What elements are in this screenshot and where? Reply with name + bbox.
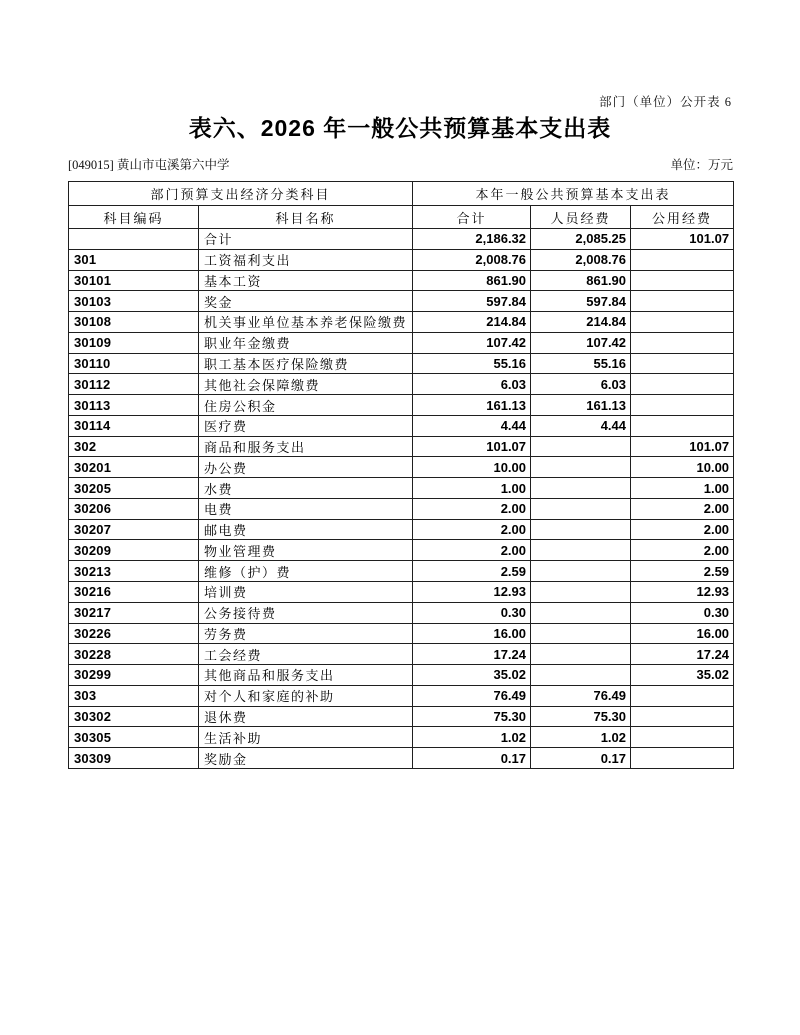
table-row xyxy=(69,395,734,416)
table-row xyxy=(69,332,734,353)
subject-name-cell: 商品和服务支出 xyxy=(199,436,413,457)
table-row xyxy=(69,685,734,706)
subject-code-cell: 30226 xyxy=(69,623,199,644)
public-value-cell: 16.00 xyxy=(631,623,734,644)
subject-name-cell: 培训费 xyxy=(199,582,413,603)
table-header xyxy=(69,182,734,229)
total-value-cell: 4.44 xyxy=(413,415,531,436)
subject-name-cell: 其他社会保障缴费 xyxy=(199,374,413,395)
personnel-value-cell xyxy=(531,519,631,540)
subject-name-cell: 工资福利支出 xyxy=(199,249,413,270)
public-value-cell xyxy=(631,415,734,436)
table-row xyxy=(69,312,734,333)
subject-name-cell: 合计 xyxy=(199,229,413,250)
subject-code-cell: 30114 xyxy=(69,415,199,436)
corner-table-label: 部门（单位）公开表 6 xyxy=(599,95,732,109)
table-row xyxy=(69,457,734,478)
personnel-value-cell xyxy=(531,602,631,623)
subject-name-cell: 物业管理费 xyxy=(199,540,413,561)
subject-name-cell: 职工基本医疗保险缴费 xyxy=(199,353,413,374)
personnel-value-cell: 2,085.25 xyxy=(531,229,631,250)
personnel-value-cell: 2,008.76 xyxy=(531,249,631,270)
org-code-name: [049015] 黄山市屯溪第六中学 xyxy=(68,158,230,172)
subject-code-cell: 30216 xyxy=(69,582,199,603)
personnel-value-cell: 214.84 xyxy=(531,312,631,333)
subject-name-cell: 电费 xyxy=(199,498,413,519)
public-value-cell: 35.02 xyxy=(631,665,734,686)
table-row xyxy=(69,270,734,291)
subject-name-cell: 邮电费 xyxy=(199,519,413,540)
personnel-value-cell: 161.13 xyxy=(531,395,631,416)
subject-code-cell: 30206 xyxy=(69,498,199,519)
table-row xyxy=(69,644,734,665)
total-value-cell: 75.30 xyxy=(413,706,531,727)
table-body xyxy=(69,229,734,769)
subject-code-cell: 30108 xyxy=(69,312,199,333)
public-value-cell xyxy=(631,249,734,270)
subject-code-cell: 30217 xyxy=(69,602,199,623)
table-row xyxy=(69,519,734,540)
personnel-value-cell: 75.30 xyxy=(531,706,631,727)
subject-code-cell: 30113 xyxy=(69,395,199,416)
total-value-cell: 35.02 xyxy=(413,665,531,686)
table-row xyxy=(69,582,734,603)
subject-code-cell xyxy=(69,229,199,250)
personnel-value-cell xyxy=(531,561,631,582)
table-row xyxy=(69,478,734,499)
column-header-personnel: 人员经费 xyxy=(531,206,631,229)
public-value-cell: 101.07 xyxy=(631,436,734,457)
table-row xyxy=(69,561,734,582)
subject-name-cell: 奖励金 xyxy=(199,748,413,769)
total-value-cell: 0.30 xyxy=(413,602,531,623)
total-value-cell: 101.07 xyxy=(413,436,531,457)
personnel-value-cell xyxy=(531,478,631,499)
table-row xyxy=(69,291,734,312)
table-row xyxy=(69,415,734,436)
table-row xyxy=(69,436,734,457)
subject-code-cell: 302 xyxy=(69,436,199,457)
total-value-cell: 55.16 xyxy=(413,353,531,374)
subject-code-cell: 301 xyxy=(69,249,199,270)
subject-name-cell: 职业年金缴费 xyxy=(199,332,413,353)
subject-name-cell: 生活补助 xyxy=(199,727,413,748)
header-group-classification: 部门预算支出经济分类科目 xyxy=(69,182,413,206)
subject-name-cell: 公务接待费 xyxy=(199,602,413,623)
public-value-cell: 12.93 xyxy=(631,582,734,603)
unit-label: 单位：万元 xyxy=(670,158,733,172)
total-value-cell: 12.93 xyxy=(413,582,531,603)
public-value-cell: 2.00 xyxy=(631,540,734,561)
personnel-value-cell: 76.49 xyxy=(531,685,631,706)
public-value-cell: 1.00 xyxy=(631,478,734,499)
public-value-cell: 101.07 xyxy=(631,229,734,250)
table-row xyxy=(69,623,734,644)
public-value-cell: 17.24 xyxy=(631,644,734,665)
public-value-cell xyxy=(631,685,734,706)
total-value-cell: 161.13 xyxy=(413,395,531,416)
total-value-cell: 2,008.76 xyxy=(413,249,531,270)
subject-code-cell: 30101 xyxy=(69,270,199,291)
subject-code-cell: 303 xyxy=(69,685,199,706)
total-value-cell: 2,186.32 xyxy=(413,229,531,250)
personnel-value-cell: 107.42 xyxy=(531,332,631,353)
total-value-cell: 2.00 xyxy=(413,519,531,540)
personnel-value-cell: 0.17 xyxy=(531,748,631,769)
table-row xyxy=(69,706,734,727)
subject-name-cell: 奖金 xyxy=(199,291,413,312)
subject-name-cell: 基本工资 xyxy=(199,270,413,291)
table-row xyxy=(69,540,734,561)
budget-table xyxy=(68,181,734,769)
subject-code-cell: 30201 xyxy=(69,457,199,478)
total-value-cell: 16.00 xyxy=(413,623,531,644)
column-header-total: 合计 xyxy=(413,206,531,229)
personnel-value-cell xyxy=(531,665,631,686)
table-row xyxy=(69,665,734,686)
page-title: 表六、2026 年一般公共预算基本支出表 xyxy=(188,115,612,141)
subject-name-cell: 医疗费 xyxy=(199,415,413,436)
personnel-value-cell: 1.02 xyxy=(531,727,631,748)
public-value-cell: 0.30 xyxy=(631,602,734,623)
public-value-cell xyxy=(631,395,734,416)
subject-code-cell: 30299 xyxy=(69,665,199,686)
public-value-cell xyxy=(631,312,734,333)
subject-name-cell: 维修（护）费 xyxy=(199,561,413,582)
subject-code-cell: 30207 xyxy=(69,519,199,540)
total-value-cell: 597.84 xyxy=(413,291,531,312)
subject-code-cell: 30109 xyxy=(69,332,199,353)
subject-code-cell: 30228 xyxy=(69,644,199,665)
total-value-cell: 2.00 xyxy=(413,540,531,561)
subject-code-cell: 30305 xyxy=(69,727,199,748)
public-value-cell xyxy=(631,332,734,353)
table-row xyxy=(69,727,734,748)
subject-code-cell: 30112 xyxy=(69,374,199,395)
personnel-value-cell xyxy=(531,582,631,603)
table-row xyxy=(69,602,734,623)
header-group-row xyxy=(69,182,734,206)
public-value-cell xyxy=(631,374,734,395)
public-value-cell: 2.00 xyxy=(631,498,734,519)
public-value-cell xyxy=(631,270,734,291)
subject-code-cell: 30209 xyxy=(69,540,199,561)
subject-code-cell: 30213 xyxy=(69,561,199,582)
public-value-cell: 2.59 xyxy=(631,561,734,582)
total-value-cell: 861.90 xyxy=(413,270,531,291)
personnel-value-cell xyxy=(531,436,631,457)
subject-name-cell: 机关事业单位基本养老保险缴费 xyxy=(199,312,413,333)
column-header-public: 公用经费 xyxy=(631,206,734,229)
total-value-cell: 107.42 xyxy=(413,332,531,353)
public-value-cell xyxy=(631,353,734,374)
personnel-value-cell xyxy=(531,457,631,478)
subject-code-cell: 30205 xyxy=(69,478,199,499)
column-header-name: 科目名称 xyxy=(199,206,413,229)
info-row xyxy=(68,155,733,173)
total-value-cell: 10.00 xyxy=(413,457,531,478)
public-value-cell: 10.00 xyxy=(631,457,734,478)
subject-code-cell: 30302 xyxy=(69,706,199,727)
table-row xyxy=(69,249,734,270)
subject-name-cell: 其他商品和服务支出 xyxy=(199,665,413,686)
subject-name-cell: 住房公积金 xyxy=(199,395,413,416)
total-value-cell: 1.02 xyxy=(413,727,531,748)
personnel-value-cell xyxy=(531,540,631,561)
personnel-value-cell xyxy=(531,623,631,644)
personnel-value-cell xyxy=(531,644,631,665)
public-value-cell xyxy=(631,748,734,769)
column-header-code: 科目编码 xyxy=(69,206,199,229)
public-value-cell: 2.00 xyxy=(631,519,734,540)
subject-name-cell: 办公费 xyxy=(199,457,413,478)
total-value-cell: 214.84 xyxy=(413,312,531,333)
public-value-cell xyxy=(631,706,734,727)
subject-name-cell: 劳务费 xyxy=(199,623,413,644)
total-value-cell: 17.24 xyxy=(413,644,531,665)
personnel-value-cell xyxy=(531,498,631,519)
header-group-basic-expenditure: 本年一般公共预算基本支出表 xyxy=(413,182,734,206)
total-value-cell: 6.03 xyxy=(413,374,531,395)
total-value-cell: 2.59 xyxy=(413,561,531,582)
public-value-cell xyxy=(631,291,734,312)
public-value-cell xyxy=(631,727,734,748)
header-columns-row xyxy=(69,206,734,229)
total-value-cell: 1.00 xyxy=(413,478,531,499)
subject-name-cell: 工会经费 xyxy=(199,644,413,665)
subject-name-cell: 水费 xyxy=(199,478,413,499)
subject-code-cell: 30110 xyxy=(69,353,199,374)
personnel-value-cell: 597.84 xyxy=(531,291,631,312)
total-value-cell: 2.00 xyxy=(413,498,531,519)
personnel-value-cell: 861.90 xyxy=(531,270,631,291)
total-value-cell: 0.17 xyxy=(413,748,531,769)
subject-code-cell: 30103 xyxy=(69,291,199,312)
table-row xyxy=(69,374,734,395)
subject-name-cell: 退休费 xyxy=(199,706,413,727)
table-row xyxy=(69,748,734,769)
table-row xyxy=(69,353,734,374)
subject-name-cell: 对个人和家庭的补助 xyxy=(199,685,413,706)
personnel-value-cell: 55.16 xyxy=(531,353,631,374)
personnel-value-cell: 4.44 xyxy=(531,415,631,436)
total-value-cell: 76.49 xyxy=(413,685,531,706)
table-row xyxy=(69,229,734,250)
personnel-value-cell: 6.03 xyxy=(531,374,631,395)
table-row xyxy=(69,498,734,519)
subject-code-cell: 30309 xyxy=(69,748,199,769)
